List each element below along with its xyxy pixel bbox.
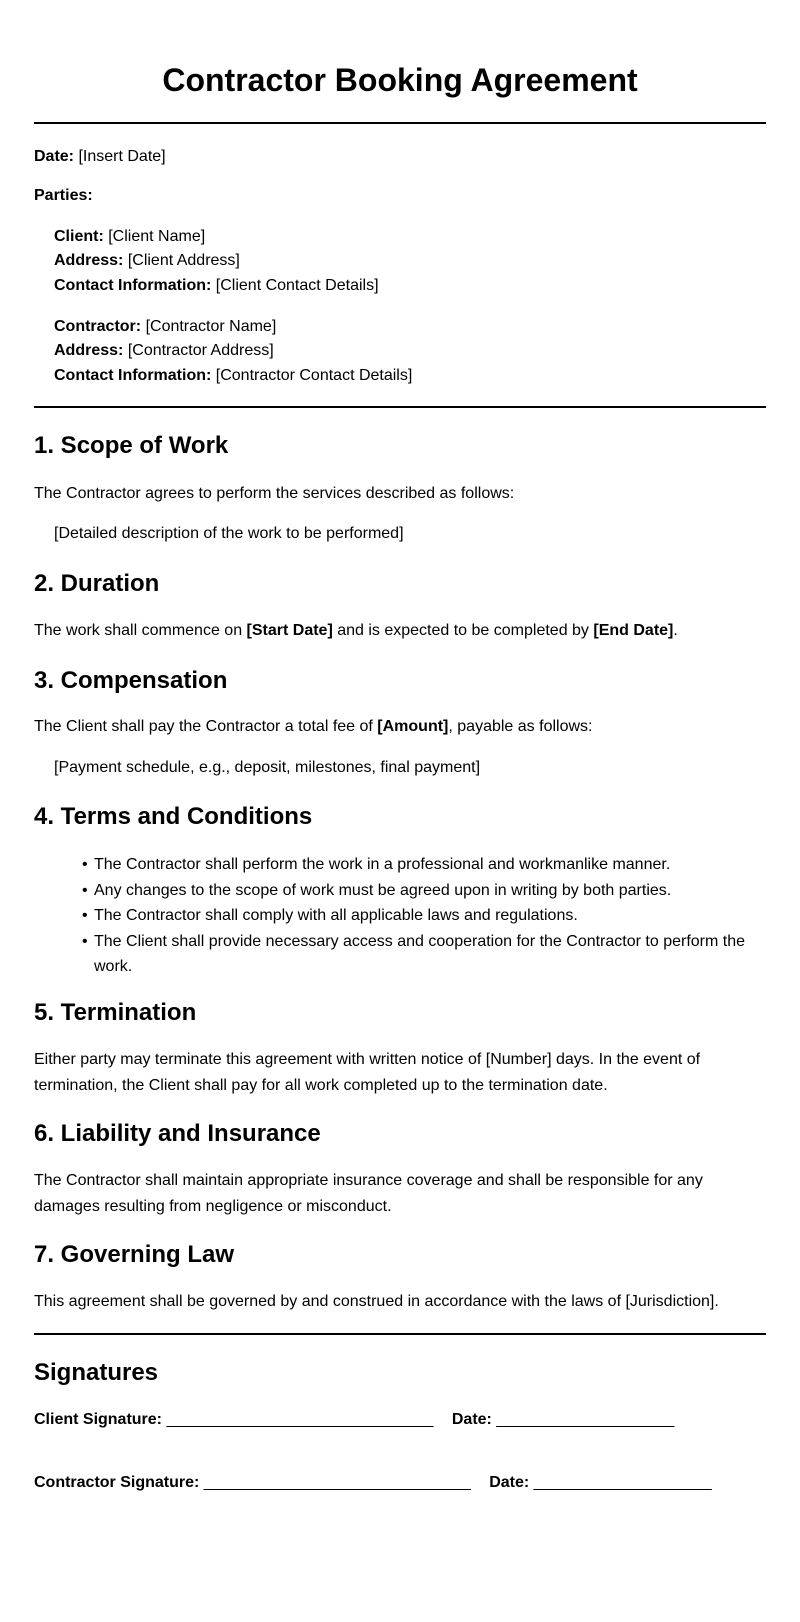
client-date-label: Date: — [451, 1411, 492, 1428]
compensation-text-after: , payable as follows: — [448, 718, 593, 735]
section-heading-liability: 6. Liability and Insurance — [34, 1120, 321, 1147]
date-label: Date: — [34, 148, 75, 165]
client-name-value: [Client Name] — [108, 228, 206, 245]
scope-text: The Contractor agrees to perform the services described as follows: — [34, 485, 515, 502]
payment-schedule: [Payment schedule, e.g., deposit, milestones, final payment] — [54, 759, 481, 776]
contractor-address-line — [54, 339, 274, 363]
contractor-name-label: Contractor: — [54, 318, 142, 335]
client-contact-label: Contact Information: — [54, 277, 212, 294]
section-heading-terms: 4. Terms and Conditions — [34, 803, 313, 830]
section-heading-termination: 5. Termination — [34, 999, 197, 1026]
contractor-contact-value: [Contractor Contact Details] — [215, 367, 413, 384]
contractor-address-value: [Contractor Address] — [127, 342, 274, 359]
client-address-label: Address: — [54, 252, 124, 269]
contractor-signature-label: Contractor Signature: — [34, 1474, 200, 1491]
client-name-line — [54, 225, 205, 249]
client-signature-row — [34, 1408, 674, 1432]
amount: [Amount] — [377, 718, 449, 735]
date-line — [34, 145, 166, 169]
section-heading-scope: 1. Scope of Work — [34, 432, 229, 459]
contractor-name-line — [54, 315, 276, 339]
duration-text-before: The work shall commence on — [34, 622, 247, 639]
client-name-label: Client: — [54, 228, 104, 245]
client-contact-line — [54, 274, 379, 298]
divider — [34, 1333, 766, 1335]
parties-label — [34, 184, 93, 208]
client-address-line — [54, 249, 240, 273]
contractor-date-label: Date: — [489, 1474, 530, 1491]
contractor-signature-row — [34, 1471, 712, 1495]
page-title: Contractor Booking Agreement — [162, 62, 638, 98]
duration-text — [34, 619, 678, 643]
contractor-contact-label: Contact Information: — [54, 367, 212, 384]
list-item: • The Client shall provide necessary access and cooperation for the Contractor to perform the work. — [82, 929, 766, 980]
section-heading-compensation: 3. Compensation — [34, 667, 228, 694]
date-value: [Insert Date] — [78, 148, 166, 165]
compensation-text-before: The Client shall pay the Contractor a total fee of — [34, 718, 378, 735]
terms-list — [82, 852, 766, 980]
client-date-line[interactable]: ____________________ — [496, 1411, 675, 1428]
signatures-heading: Signatures — [34, 1359, 159, 1386]
contractor-date-line[interactable]: ____________________ — [533, 1474, 712, 1491]
contractor-signature-line[interactable]: ______________________________ — [203, 1474, 471, 1491]
divider — [34, 406, 766, 408]
end-date: [End Date] — [593, 622, 674, 639]
law-text: This agreement shall be governed by and construed in accordance with the laws of [Jurisdiction]. — [34, 1293, 719, 1310]
list-item: • The Contractor shall comply with all applicable laws and regulations. — [82, 903, 766, 929]
contractor-address-label: Address: — [54, 342, 124, 359]
section-heading-duration: 2. Duration — [34, 570, 160, 597]
contractor-contact-line — [54, 364, 412, 388]
list-item: • The Contractor shall perform the work in a professional and workmanlike manner. — [82, 852, 766, 878]
duration-text-middle: and is expected to be completed by — [332, 622, 594, 639]
client-address-value: [Client Address] — [127, 252, 240, 269]
client-contact-value: [Client Contact Details] — [215, 277, 379, 294]
divider — [34, 122, 766, 124]
termination-text: Either party may terminate this agreement with written notice of [Number] days. In the event of termination, the Client shall pay for all work completed up to the termination date. — [34, 1051, 701, 1094]
section-heading-law: 7. Governing Law — [34, 1241, 235, 1268]
client-signature-line[interactable]: ______________________________ — [166, 1411, 434, 1428]
start-date: [Start Date] — [246, 622, 333, 639]
scope-detail: [Detailed description of the work to be performed] — [54, 525, 404, 542]
contractor-name-value: [Contractor Name] — [145, 318, 277, 335]
compensation-text — [34, 715, 592, 739]
client-signature-label: Client Signature: — [34, 1411, 163, 1428]
duration-text-after: . — [673, 622, 678, 639]
parties-label-text: Parties: — [34, 187, 93, 204]
liability-text: The Contractor shall maintain appropriate insurance coverage and shall be responsible for any damages resulting from negligence or misconduct. — [34, 1172, 703, 1215]
list-item: • Any changes to the scope of work must be agreed upon in writing by both parties. — [82, 878, 766, 904]
